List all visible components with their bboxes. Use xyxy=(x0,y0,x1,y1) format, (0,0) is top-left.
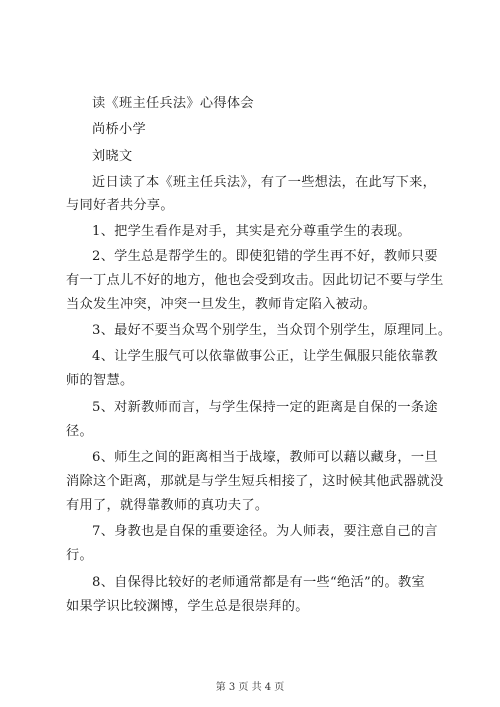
paragraph-line: 3、最好不要当众骂个别学生，当众罚个别学生，原理同上。 xyxy=(92,323,452,338)
paragraph-line: 1、把学生看作是对手，其实是充分尊重学生的表现。 xyxy=(92,224,411,239)
paragraph-line: 消除这个距离，那就是与学生短兵相接了，这时候其他武器就没 xyxy=(66,474,444,489)
paragraph-line: 当众发生冲突，冲突一旦发生，教师肯定陷入被动。 xyxy=(66,297,377,312)
school-name: 尚桥小学 xyxy=(92,122,146,137)
paragraph-line: 径。 xyxy=(66,424,93,439)
paragraph-line: 如果学识比较渊博，学生总是很崇拜的。 xyxy=(66,599,309,614)
document-title: 读《班主任兵法》心得体会 xyxy=(92,96,254,111)
paragraph-line: 8、自保得比较好的老师通常都是有一些“绝活”的。教室 xyxy=(92,575,425,590)
paragraph-line: 4、让学生服气可以依靠做事公正，让学生佩服只能依靠教 xyxy=(92,349,438,364)
paragraph-line: 行。 xyxy=(66,548,93,563)
paragraph-line: 5、对新教师而言，与学生保持一定的距离是自保的一条途 xyxy=(92,400,438,415)
page-footer: 第 3 页 共 4 页 xyxy=(215,682,285,693)
author-name: 刘晓文 xyxy=(92,149,133,164)
paragraph-line: 师的智慧。 xyxy=(66,373,134,388)
paragraph-line: 有一丁点儿不好的地方，他也会受到攻击。因此切记不要与学生 xyxy=(66,273,444,288)
paragraph-line: 有用了，就得靠教师的真功夫了。 xyxy=(66,498,269,513)
paragraph-line: 2、学生总是帮学生的。即使犯错的学生再不好，教师只要 xyxy=(92,249,438,264)
paragraph-line: 与同好者共分享。 xyxy=(66,198,174,213)
paragraph-line: 近日读了本《班主任兵法》，有了一些想法，在此写下来， xyxy=(92,175,437,190)
paragraph-line: 6、师生之间的距离相当于战壕，教师可以藉以藏身，一旦 xyxy=(92,450,438,465)
paragraph-line: 7、身教也是自保的重要途径。为人师表，要注意自己的言 xyxy=(92,524,438,539)
